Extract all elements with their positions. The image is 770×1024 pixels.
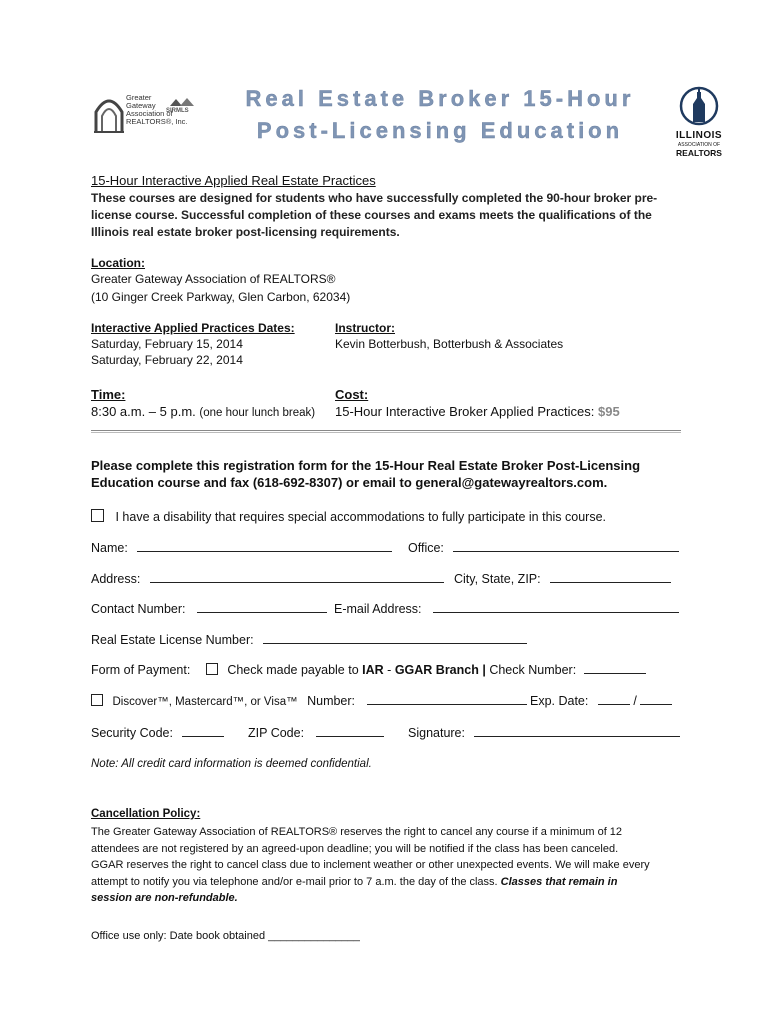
card-number-field[interactable] — [367, 693, 527, 705]
exp-separator: / — [633, 694, 637, 708]
location-label: Location: — [91, 256, 145, 270]
instructor-name: Kevin Botterbush, Botterbush & Associates — [335, 337, 564, 351]
exp-date-label: Exp. Date: — [530, 694, 589, 708]
time-hours: 8:30 a.m. – 5 p.m. — [91, 404, 196, 419]
office-row — [408, 540, 679, 555]
zip-field[interactable] — [316, 725, 384, 737]
license-row — [91, 632, 527, 647]
license-field[interactable] — [263, 632, 527, 644]
registration-instructions: Please complete this registration form for the 15-Hour Real Estate Broker Post-Licensing Education course and fax (618-692-8307) or email to general@gatewayrealtors.com. — [91, 458, 641, 490]
dates-label: Interactive Applied Practices Dates: — [91, 321, 295, 335]
instructor-label: Instructor: — [335, 321, 395, 335]
course-intro: These courses are designed for students who have successfully completed the 90-hour broker pre-license course. Successful completion of these courses and exams meets the qualifications of the Illinois real estate broker post-licensing requirements. — [91, 191, 658, 239]
cancellation-emphasis: Classes that remain in session are non-refundable. — [91, 875, 618, 904]
realtors-label: REALTORS — [676, 148, 722, 158]
date-1: Saturday, February 15, 2014 — [91, 337, 243, 351]
check-number-field[interactable] — [584, 662, 646, 674]
illinois-realtors-logo — [668, 84, 730, 162]
office-label: Office: — [408, 541, 444, 555]
payment-row — [91, 662, 646, 677]
city-state-zip-row — [454, 571, 671, 586]
check-iar: IAR — [362, 663, 384, 677]
card-number-label: Number: — [307, 694, 356, 708]
contact-field[interactable] — [197, 601, 327, 613]
license-label: Real Estate License Number: — [91, 633, 254, 647]
illinois-label: ILLINOIS — [675, 130, 723, 141]
check-payment-checkbox[interactable] — [206, 663, 218, 675]
time-note: (one hour lunch break) — [199, 407, 316, 419]
office-use-row — [91, 930, 360, 942]
ggar-arch-icon — [92, 92, 126, 134]
course-heading: 15-Hour Interactive Applied Real Estate Practices — [91, 173, 376, 188]
ggar-badge: SIRMLS — [166, 108, 189, 114]
ggar-logo-text: Greater Gateway Association of REALTORS®, Inc. — [126, 93, 188, 126]
city-state-zip-field[interactable] — [550, 571, 671, 583]
exp-year-field[interactable] — [640, 693, 672, 705]
address-field[interactable] — [150, 571, 444, 583]
address-row — [91, 571, 444, 586]
cost-label: Cost: — [335, 387, 369, 402]
payment-label: Form of Payment: — [91, 663, 191, 677]
signature-field[interactable] — [474, 725, 680, 737]
city-state-zip-label: City, State, ZIP: — [454, 572, 541, 586]
zip-label: ZIP Code: — [248, 726, 305, 740]
check-payable-label: Check made payable to — [227, 663, 359, 677]
title-line-2: Post-Licensing Education — [256, 118, 624, 143]
signature-label: Signature: — [408, 726, 465, 740]
illinois-emblem-icon — [679, 84, 719, 128]
check-ggar: GGAR Branch — [394, 663, 479, 677]
card-payment-checkbox[interactable] — [91, 694, 103, 706]
name-label: Name: — [91, 541, 128, 555]
title-line-1: Real Estate Broker 15-Hour — [245, 86, 635, 111]
location-name: Greater Gateway Association of REALTORS® — [91, 272, 336, 286]
card-types-label: Discover™, Mastercard™, or Visa™ — [112, 696, 298, 708]
time-value — [91, 404, 315, 419]
cancellation-text: The Greater Gateway Association of REALTORS® reserves the right to cancel any course if a minimum of 12 attendees are not registered by an agreed-upon deadline; you will be notified if the class has been canceled. GGAR reserves the right to cancel class due to inclement weather or other unexpected events. We will make every attempt to notify you via telephone and/or e-mail prior to 7 a.m. the day of the class. — [91, 826, 650, 888]
security-code-label: Security Code: — [91, 726, 173, 740]
location-address: (10 Ginger Creek Parkway, Glen Carbon, 62034) — [91, 290, 351, 304]
email-label: E-mail Address: — [334, 602, 422, 616]
divider — [91, 430, 681, 433]
house-icon — [168, 96, 198, 108]
contact-label: Contact Number: — [91, 602, 186, 616]
cost-value — [335, 404, 620, 419]
cancellation-policy — [91, 824, 651, 907]
email-row — [334, 601, 679, 616]
card-row — [91, 693, 672, 708]
office-use-label: Office use only: Date book obtained — [91, 930, 266, 942]
disability-checkbox[interactable] — [91, 509, 104, 522]
check-number-label: Check Number: — [489, 663, 577, 677]
security-code-field[interactable] — [182, 725, 224, 737]
office-use-blank[interactable]: _______________ — [268, 930, 360, 942]
check-separator: | — [482, 663, 486, 677]
contact-row — [91, 601, 327, 616]
disability-row — [91, 509, 606, 524]
email-field[interactable] — [433, 601, 679, 613]
cost-description: 15-Hour Interactive Broker Applied Practices: — [335, 404, 595, 419]
name-row — [91, 540, 392, 555]
name-field[interactable] — [137, 540, 392, 552]
cost-price: $95 — [598, 404, 620, 419]
date-2: Saturday, February 22, 2014 — [91, 353, 243, 367]
security-row — [91, 725, 224, 740]
disability-label: I have a disability that requires special accommodations to fully participate in this course. — [115, 510, 607, 524]
exp-month-field[interactable] — [598, 693, 630, 705]
zip-row — [248, 725, 384, 740]
time-label: Time: — [91, 387, 126, 402]
ggar-logo — [92, 92, 200, 138]
office-field[interactable] — [453, 540, 679, 552]
credit-card-note: Note: All credit card information is deemed confidential. — [91, 758, 372, 770]
signature-row — [408, 725, 680, 740]
address-label: Address: — [91, 572, 141, 586]
cancellation-label: Cancellation Policy: — [91, 808, 201, 820]
association-of-label: ASSOCIATION OF — [677, 142, 721, 148]
check-dash: - — [387, 663, 392, 677]
